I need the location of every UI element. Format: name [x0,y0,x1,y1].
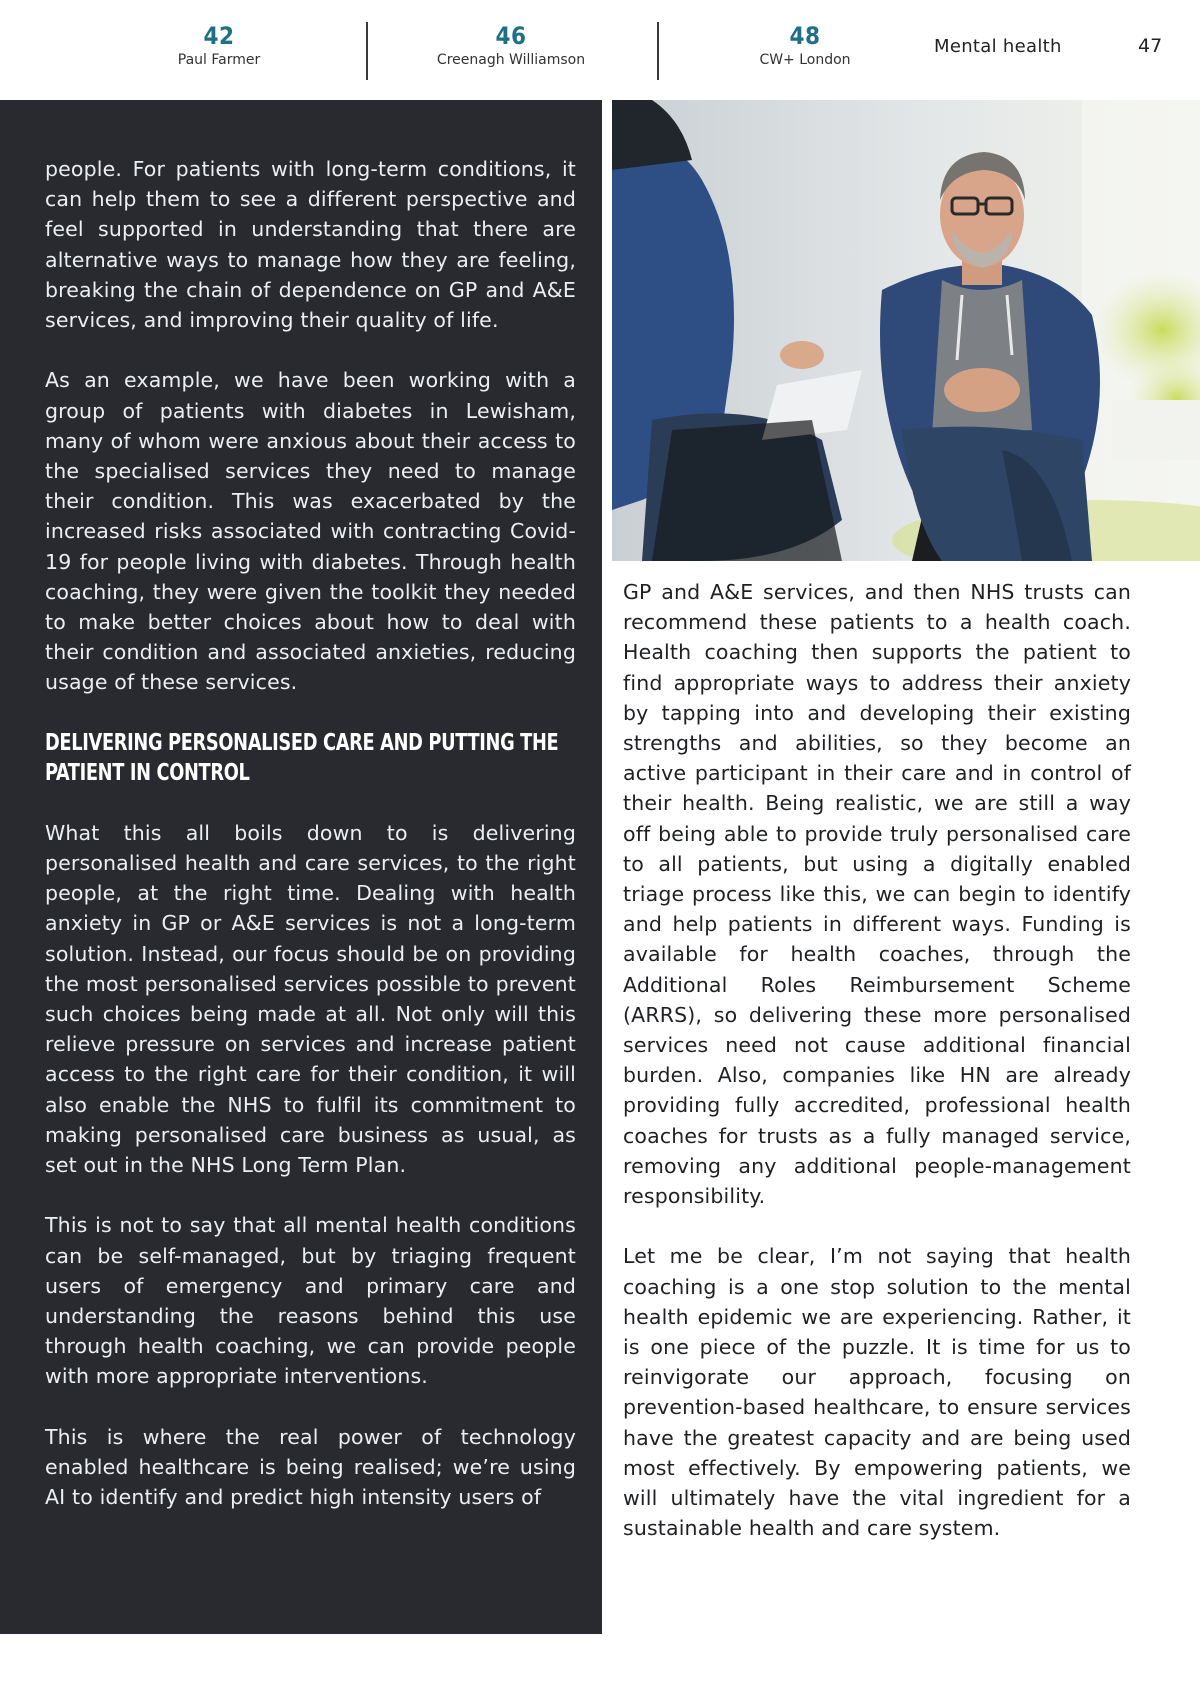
paragraph: people. For patients with long-term conditions, it can help them to see a different perspective and feel supported in understanding that there are alternative ways to manage how they are feeling, breaking the chain of dependence on GP and A&E services, and improving their quality of life. [45,157,576,333]
header-divider [366,22,368,80]
paragraph: This is not to say that all mental health conditions can be self-managed, but by triaging frequent users of emergency and primary care and understanding the reasons behind this use through health coaching, we can provide people with more appropriate interventions. [45,1213,576,1389]
paragraph: Let me be clear, I’m not saying that health coaching is a one stop solution to the mental health epidemic we are experiencing. Rather, it is one piece of the puzzle. It is time for us to reinvigorate our approach, focusing on prevention-based healthcare, to ensure services have the greatest capacity and are being used most effectively. By empowering patients, we will ultimately have the vital ingredient for a sustainable health and care system. [623,1244,1131,1541]
right-article-text [623,577,1131,1574]
left-dark-column [0,100,602,1634]
nav-article-author: Creenagh Williamson [436,52,586,68]
section-heading: DELIVERING PERSONALISED CARE AND PUTTING THE PATIENT IN CONTROL [45,729,559,786]
header-divider [657,22,659,80]
nav-page-number: 42 [203,22,235,50]
nav-link-cw-london[interactable] [685,22,925,68]
nav-page-number: 48 [789,22,821,50]
nav-link-paul-farmer[interactable] [99,22,339,68]
paragraph: GP and A&E services, and then NHS trusts can recommend these patients to a health coach. Health coaching then supports the patient to find appropriate ways to address their anxiety by tapping into and developing their existing strengths and abilities, so they become an active participant in their care and in control of their health. Being realistic, we are still a way off being able to provide truly personalised care to all patients, but using a digitally enabled triage process like this, we can begin to identify and help patients in different ways. Funding is available for health coaches, through the Additional Roles Reimbursement Scheme (ARRS), so delivering these more personalised services need not cause additional financial burden. Also, companies like HN are already providing fully accredited, professional health coaches for trusts as a fully managed service, removing any additional people-management responsibility. [623,580,1131,1209]
counselling-session-photo [612,100,1200,561]
nav-link-creenagh-williamson[interactable] [391,22,631,68]
paragraph: This is where the real power of technology enabled healthcare is being realised; we’re using AI to identify and predict high intensity users of [45,1424,576,1510]
nav-article-author: CW+ London [759,52,851,68]
paragraph: As an example, we have been working with a group of patients with diabetes in Lewisham, many of whom were anxious about their access to the specialised services they need to manage their condition. This was exacerbated by the increased risks associated with contracting Covid-19 for people living with diabetes. Through health coaching, they were given the toolkit they needed to make better choices about how to deal with their condition and associated anxieties, reducing usage of these services. [45,368,576,695]
paragraph: What this all boils down to is delivering personalised health and care services, to the right people, at the right time. Dealing with health anxiety in GP or A&E services is not a long-term solution. Instead, our focus should be on providing the most personalised services possible to prevent such choices being made at all. Not only will this relieve pressure on services and increase patient access to the right care for their condition, it will also enable the NHS to fulfil its commitment to making personalised care business as usual, as set out in the NHS Long Term Plan. [45,820,576,1178]
section-label: Mental health [934,36,1062,57]
page-number: 47 [1138,35,1163,57]
nav-page-number: 46 [495,22,527,50]
nav-article-author: Paul Farmer [177,52,261,68]
page-header [0,0,1200,100]
left-article-text [45,154,576,1543]
